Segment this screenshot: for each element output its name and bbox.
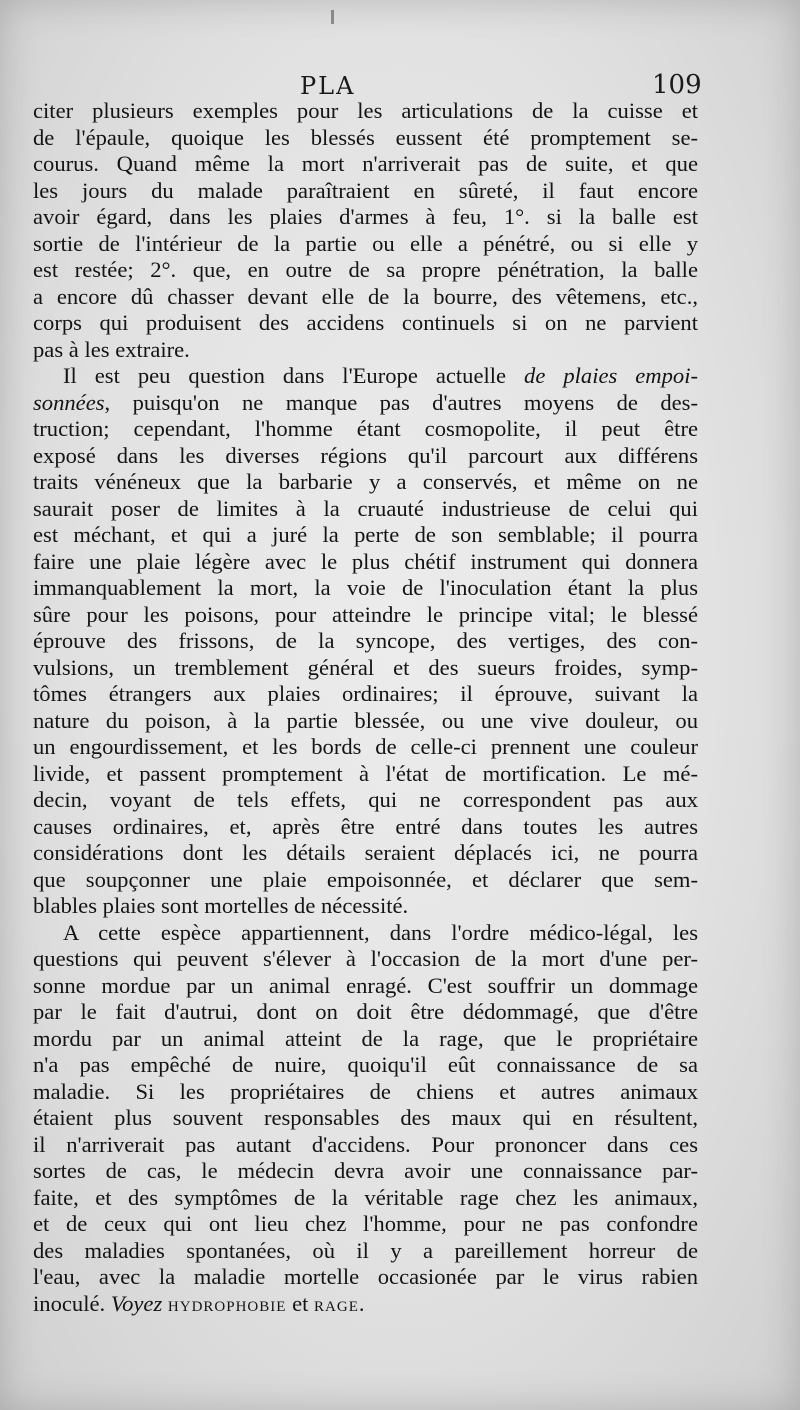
text-line: mordu par un animal atteint de la rage, que le propriétaire: [33, 1025, 698, 1051]
page-number: 109: [652, 70, 702, 100]
body-text: [33, 98, 698, 1317]
text-segment: inoculé.: [33, 1290, 111, 1316]
italic-phrase: sonnées: [33, 389, 105, 415]
text-line: blables plaies sont mortelles de nécessité.: [33, 893, 409, 918]
text-line: étaient plus souvent responsables des maux qui en résultent,: [33, 1105, 698, 1130]
text-line: faite, et des symptômes de la véritable rage chez les animaux,: [33, 1184, 698, 1210]
running-head: PLA: [300, 72, 356, 100]
text-line: des maladies spontanées, où il y a pareillement horreur de: [33, 1237, 698, 1263]
text-line-mixed: [33, 363, 698, 390]
text-line: avoir égard, dans les plaies d'armes à feu, 1°. si la balle est: [33, 204, 698, 229]
text-line: éprouve des frissons, de la syncope, des vertiges, des con-: [33, 628, 698, 653]
text-line: traits vénéneux que la barbarie y a conservés, et même on ne: [33, 469, 698, 494]
text-line: est restée; 2°. que, en outre de sa propre pénétration, la balle: [33, 257, 698, 282]
text-line: courus. Quand même la mort n'arriverait pas de suite, et que: [33, 151, 698, 176]
text-line: saurait poser de limites à la cruauté industrieuse de celui qui: [33, 495, 698, 521]
text-line: decin, voyant de tels effets, qui ne correspondent pas aux: [33, 787, 698, 812]
text-line: et de ceux qui ont lieu chez l'homme, pour ne pas confondre: [33, 1211, 698, 1236]
text-segment: , puisqu'on ne manque pas d'autres moyens de des-: [104, 389, 698, 415]
text-line: tômes étrangers aux plaies ordinaires; il éprouve, suivant la: [33, 681, 698, 706]
text-line: sortes de cas, le médecin devra avoir une connaissance par-: [33, 1158, 698, 1183]
cross-reference-link[interactable]: HYDROPHOBIE: [167, 1298, 287, 1315]
text-line: par le fait d'autrui, dont on doit être dédommagé, que d'être: [33, 999, 698, 1024]
text-segment: et: [286, 1290, 315, 1316]
text-line-mixed: [33, 1291, 698, 1318]
text-line-mixed: [33, 390, 698, 417]
text-line: considérations dont les détails seraient déplacés ici, ne pourra: [33, 840, 698, 865]
text-line: exposé dans les diverses régions qu'il parcourt aux différens: [33, 442, 698, 468]
text-line: causes ordinaires, et, après être entré dans toutes les autres: [33, 813, 698, 839]
text-segment: .: [358, 1290, 365, 1316]
see-also-label: Voyez: [110, 1290, 163, 1316]
text-line: n'a pas empêché de nuire, quoiqu'il eût connaissance de sa: [33, 1052, 698, 1077]
text-line: immanquablement la mort, la voie de l'inoculation étant la plus: [33, 575, 698, 600]
text-line: truction; cependant, l'homme étant cosmopolite, il peut être: [33, 416, 698, 441]
text-line: a encore dû chasser devant elle de la bourre, des vêtemens, etc.,: [33, 283, 698, 309]
text-line: l'eau, avec la maladie mortelle occasionée par le virus rabien: [33, 1264, 698, 1289]
text-line: sortie de l'intérieur de la partie ou elle a pénétré, ou si elle y: [33, 230, 698, 256]
text-line: vulsions, un tremblement général et des sueurs froides, symp-: [33, 654, 698, 680]
text-line: que soupçonner une plaie empoisonnée, et déclarer que sem-: [33, 866, 698, 892]
text-line: nature du poison, à la partie blessée, ou une vive douleur, ou: [33, 707, 698, 733]
text-line: un engourdissement, et les bords de celle-ci prennent une couleur: [33, 734, 698, 759]
cross-reference-link[interactable]: RAGE: [314, 1298, 359, 1315]
text-line: sûre pour les poisons, pour atteindre le principe vital; le blessé: [33, 601, 698, 627]
text-line: pas à les extraire.: [33, 336, 190, 362]
italic-phrase: de plaies empoi-: [524, 363, 698, 388]
text-line: A cette espèce appartiennent, dans l'ordre médico-légal, les: [63, 919, 698, 945]
text-segment: Il est peu question dans l'Europe actuelle: [63, 363, 525, 388]
text-line: il n'arriverait pas autant d'accidens. Pour prononcer dans ces: [33, 1131, 698, 1157]
text-line: corps qui produisent des accidens continuels si on ne parvient: [33, 310, 698, 335]
text-line: questions qui peuvent s'élever à l'occasion de la mort d'une per-: [33, 946, 698, 971]
text-line: livide, et passent promptement à l'état de mortification. Le mé-: [33, 760, 698, 786]
text-line: maladie. Si les propriétaires de chiens et autres animaux: [33, 1078, 698, 1104]
text-line: de l'épaule, quoique les blessés eussent été promptement se-: [33, 124, 698, 150]
text-line: citer plusieurs exemples pour les articulations de la cuisse et: [33, 98, 698, 123]
print-mark: [331, 10, 334, 24]
text-line: les jours du malade paraîtraient en sûreté, il faut encore: [33, 177, 698, 203]
text-line: faire une plaie légère avec le plus chétif instrument qui donnera: [33, 548, 698, 574]
text-line: est méchant, et qui a juré la perte de son semblable; il pourra: [33, 522, 698, 547]
text-line: sonne mordue par un animal enragé. C'est souffrir un dommage: [33, 972, 698, 998]
